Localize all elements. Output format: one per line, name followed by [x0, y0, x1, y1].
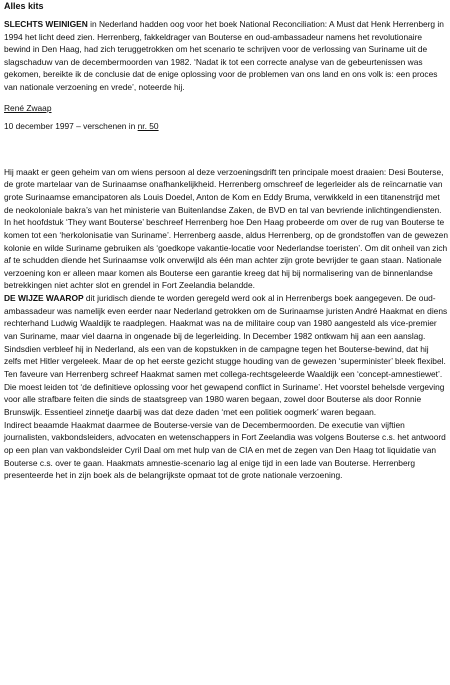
author-link[interactable]: René Zwaap: [4, 102, 52, 113]
intro-lead: SLECHTS WEINIGEN: [4, 19, 88, 29]
intro-paragraph: [4, 18, 448, 94]
body-paragraph-4: [4, 419, 448, 482]
article: [4, 0, 448, 482]
body-paragraph-3: [4, 368, 448, 419]
paragraph-text: Indirect beaamde Haakmat daarmee de Bouterse-versie van de Decembermoorden. De executie van vijftien journalisten, vakbondsleiders, advocaten en wetenschappers in Fort Zeelandia was volgens Bouterse c.s. het antwoord op een plan van vakbondsleider Cyril Daal om met hulp van de CIA en met de zegen van Den Haag tot liquidatie van Bouterse c.s. over te gaan. Haakmats amnestie-scenario lag al enige tijd in een lade van Bouterse. Herrenberg presenteerde het in zijn boek als de belangrijkste opmaat tot de grote nationale verzoening.: [4, 419, 446, 481]
paragraph-text: dit juridisch diende te worden geregeld werd ook al in Herrenbergs boek aangegeven. De oud-ambassadeur was namelijk even eerder naar Nederland getrokken om de Surinaamse juristen André Haakmat en diens rechterhand Ludwig Waaldijk te raadplegen. Haakmat was na de militaire coup van 1980 aangesteld als vice-premier van Suriname, maar viel daarna in ongenade bij de legerleiding. In December 1982 ontkwam hij aan een aanslag. Sindsdien verbleef hij in Nederland, als een van de kopstukken in de campagne tegen het Bouterse-bewind, dat hij zelfs met Hitler vergeleek. Maar de op het eerste gezicht stugge houding van de gewezen ‘superminister’ bleek flexibel.: [4, 293, 448, 367]
author-line: [4, 102, 448, 114]
paragraph-text: Ten faveure van Herrenberg schreef Haakmat samen met collega-rechtsgeleerde Waaldijk een ‘concept-amnestiewet’. Die moest leiden tot ‘de definitieve oplossing voor het gewapend conflict in Suriname’. Het voorstel behelsde vergeving voor alle strafbare feiten die sinds de staatsgreep van 1980 waren begaan, zowel door Bouterse als door Ronnie Brunswijk. Essentieel zinnetje daarbij was dat deze daden ‘met een politiek oogmerk’ waren begaan.: [4, 369, 445, 418]
article-title: Alles kits: [4, 1, 44, 11]
issue-link[interactable]: nr. 50: [137, 120, 159, 131]
intro-text: in Nederland hadden oog voor het boek National Reconciliation: A Must dat Henk Herrenberg in 1994 het licht deed zien. Herrenberg, fakkeldrager van Bouterse en oud-ambassadeur namens het revolutionaire bewind in Den Haag, had zich teruggetrokken om het scenario te schrijven voor de verlossing van Suriname uit de slagschaduw van de decembermoorden van 1982. ‘Nadat ik tot een correcte analyse van de gebeurtenissen was gekomen, bereikte ik de conclusie dat de enige oplossing voor de problemen van ons land en ons volk is: een proces van nationale verzoening en vrede’, noteerde hij.: [4, 19, 444, 92]
publication-date: 10 december 1997 – verschenen in: [4, 120, 138, 131]
body-paragraph-1: [4, 166, 448, 293]
paragraph-text: Hij maakt er geen geheim van om wiens persoon al deze verzoeningsdrift ten principale moest draaien: Desi Bouterse, de grote martelaar van de Surinaamse onafhankelijkheid. Herrenberg omschreef de legerleider als de reïncarnatie van grote Surinaamse emancipatoren als Louis Doedel, Anton de Kom en Eddy Bruma, verwikkeld in een titanenstrijd met de neokoloniale bakra’s van het ministerie van Buitenlandse Zaken, de BVD en tal van bevriende inlichtingendiensten. In het hoofdstuk ‘They want Bouterse’ beschreef Herrenberg hoe Den Haag probeerde om over de rug van Bouterse te komen tot een ‘herkolonisatie van Suriname’. Herrenberg aasde, aldus Herrenberg, op de grondstoffen van de gewezen kolonie en wilde Suriname gebruiken als ‘goedkope vakantie-locatie voor Nederlandse toeristen’. Om dit onheil van zich af te schudden diende het Surinaamse volk onverwijld als één man achter zijn grote bevrijder te gaan staan. Nationale verzoening kon er alleen maar komen als Bouterse een garantie kreeg dat hij bij normalisering van de binnenlandse betrekkingen niet achter slot en grendel in Fort Zeelandia belandde.: [4, 166, 448, 291]
publication-meta: [4, 120, 448, 132]
paragraph-lead: DE WIJZE WAAROP: [4, 293, 84, 304]
body-paragraph-2: [4, 292, 448, 368]
